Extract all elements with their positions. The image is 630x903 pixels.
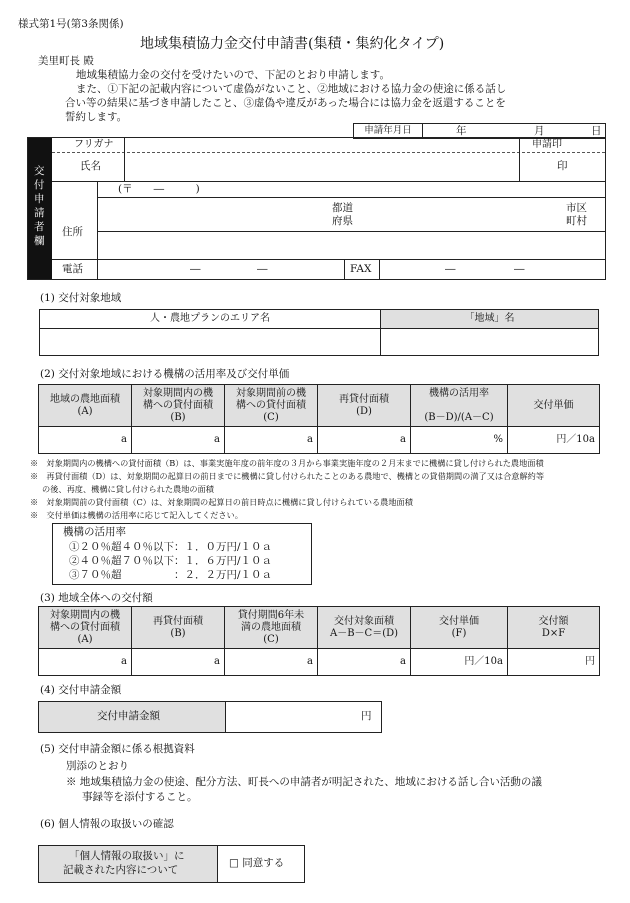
phone-row: 電話 ― ― FAX ― ― [52,259,605,279]
release-area-header: 再貸付面積 (D) [318,385,411,427]
day-label: 日 [591,125,602,137]
fax-label: FAX [350,263,372,275]
section-4-heading: (4) 交付申請金額 [40,684,122,696]
lease-before-period-cell[interactable]: a [225,427,318,454]
utilization-rate-header: 機構の活用率 (B－D)/(A－C) [411,385,508,427]
release-area-cell[interactable]: a [318,427,411,454]
rate-line-2: ②４０％超７０％以下：１．６万円/１０ａ [69,555,273,567]
attachment-note-1: ※ 地域集積協力金の使途、配分方法、町長への申請者が明記された、地域における話し合い活動の議 [66,776,542,788]
application-amount-box [38,701,382,733]
rate-line-1: ①２０％超４０％以下：１．０万円/１０ａ [69,541,273,553]
intro-line-1: 地域集積協力金の交付を受けたいので、下記のとおり申請します。 [76,69,390,81]
target-area-cell[interactable]: a [318,649,411,676]
phone-label: 電話 [62,263,83,275]
section-2-heading: (2) 交付対象地域における機構の活用率及び交付単価 [40,368,290,380]
application-date-label: 申請年月日 [354,124,423,138]
rate-line-3: ③７０％超 ：２．２万円/１０ａ [69,569,273,581]
utilization-rate-cell[interactable]: % [411,427,508,454]
furigana-field[interactable] [124,138,519,152]
section-3-heading: (3) 地域全体への交付額 [40,592,153,604]
applicant-section [27,123,605,279]
privacy-label-2: 記載された内容について [63,864,179,876]
postal-code: (〒 ― ) [118,183,200,195]
applicant-side-label: 交 付 申 請 者 欄 [28,138,52,279]
intro-line-4: 誓約します。 [65,111,128,123]
application-amount-field[interactable] [226,702,381,732]
form-title: 地域集積協力金交付申請書(集積・集約化タイプ) [140,36,445,52]
address-row [52,181,605,260]
intro-line-2: また、①下記の記載内容について虚偽がないこと、②地域における協力金の使途に係る話し [76,83,507,95]
agree-checkbox[interactable]: □ 同意する [229,857,285,869]
todo-label: 都道 [332,202,353,214]
region-name-header: 「地域」名 [381,310,599,329]
furigana-row [52,138,605,153]
area-name-header: 人・農地プランのエリア名 [40,310,381,329]
address-label: 住所 [62,226,83,238]
release-area-header-2: 再貸付面積 (B) [132,607,225,649]
farmland-area-header: 地域の農地面積 (A) [39,385,132,427]
region-name-field[interactable] [381,329,599,356]
privacy-consent-box [38,845,305,883]
fuken-label: 府県 [332,215,353,227]
utilization-table [38,384,600,454]
choson-label: 町村 [566,215,587,227]
privacy-label-1: 「個人情報の取扱い」に [69,850,185,862]
seal-mark: 印 [557,160,568,172]
phone-field[interactable] [98,259,344,279]
release-area-cell-2[interactable]: a [132,649,225,676]
shiku-label: 市区 [566,202,587,214]
unit-price-cell-2[interactable]: 円／10a [411,649,508,676]
applicant-frame [27,137,606,280]
lease-in-period-cell-2[interactable]: a [39,649,132,676]
grant-amount-cell[interactable]: 円 [508,649,600,676]
application-amount-label: 交付申請金額 [97,710,160,722]
section-5-heading: (5) 交付申請金額に係る根拠資料 [40,743,195,755]
section-1-heading: (1) 交付対象地域 [40,292,122,304]
form-number: 様式第1号(第3条関係) [18,18,124,30]
target-area-header: 交付対象面積 A－B－C＝(D) [318,607,411,649]
seal-header: 申請印 [532,139,562,150]
fax-field[interactable] [380,259,605,279]
address-field[interactable] [98,198,605,259]
section-6-heading: (6) 個人情報の取扱いの確認 [40,818,174,830]
year-label: 年 [456,125,467,137]
short-lease-area-header: 貸付期間6年未 満の農地面積 (C) [225,607,318,649]
name-field[interactable] [125,152,519,181]
name-label: 氏名 [80,160,101,172]
furigana-label: フリガナ [74,139,114,150]
short-lease-area-cell[interactable]: a [225,649,318,676]
farmland-area-cell[interactable]: a [39,427,132,454]
lease-in-period-cell[interactable]: a [132,427,225,454]
total-grant-table [38,606,600,676]
addressee: 美里町長 殿 [38,55,94,67]
note-2-cont: の後、再度、機構に貸し付けられた農地の面積 [42,484,214,494]
lease-before-period-header: 対象期間前の機 構への貸付面積 (C) [225,385,318,427]
note-2: ※ 再貸付面積（D）は、対象期間の起算日の前日までに機構に貸し付けられたことのある農地で、機構との貸借期間の満了又は合意解約等 [30,471,545,481]
month-label: 月 [534,125,545,137]
unit-price-header: 交付単価 [508,385,600,427]
rate-box-title: 機構の活用率 [63,526,126,538]
note-4: ※ 交付単価は機構の活用率に応じて記入してください。 [30,510,243,520]
lease-in-period-header: 対象期間内の機 構への貸付面積 (B) [132,385,225,427]
unit-price-cell[interactable]: 円／10a [508,427,600,454]
attached-note: 別添のとおり [66,760,129,772]
unit-price-header-2: 交付単価 (F) [411,607,508,649]
note-3: ※ 対象期間前の貸付面積（C）は、対象期間の起算日の前日時点に機構に貸し付けられている農地面積 [30,497,413,507]
attachment-note-2: 事録等を添付すること。 [82,791,198,803]
yen-unit: 円 [361,710,372,722]
rate-box [52,523,312,585]
grant-amount-header: 交付額 D×F [508,607,600,649]
name-row [52,152,605,182]
target-area-table [39,309,599,356]
area-name-field[interactable] [40,329,381,356]
note-1: ※ 対象期間内の機構への貸付面積（B）は、事業実施年度の前年度の３月から事業実施年度の２月末までに機構に貸し付けられた農地面積 [30,458,544,468]
lease-in-period-header-2: 対象期間内の機 構への貸付面積 (A) [39,607,132,649]
intro-line-3: 合い等の結果に基づき申請したこと、③虚偽や違反があった場合には協力金を返還することを [65,97,506,109]
